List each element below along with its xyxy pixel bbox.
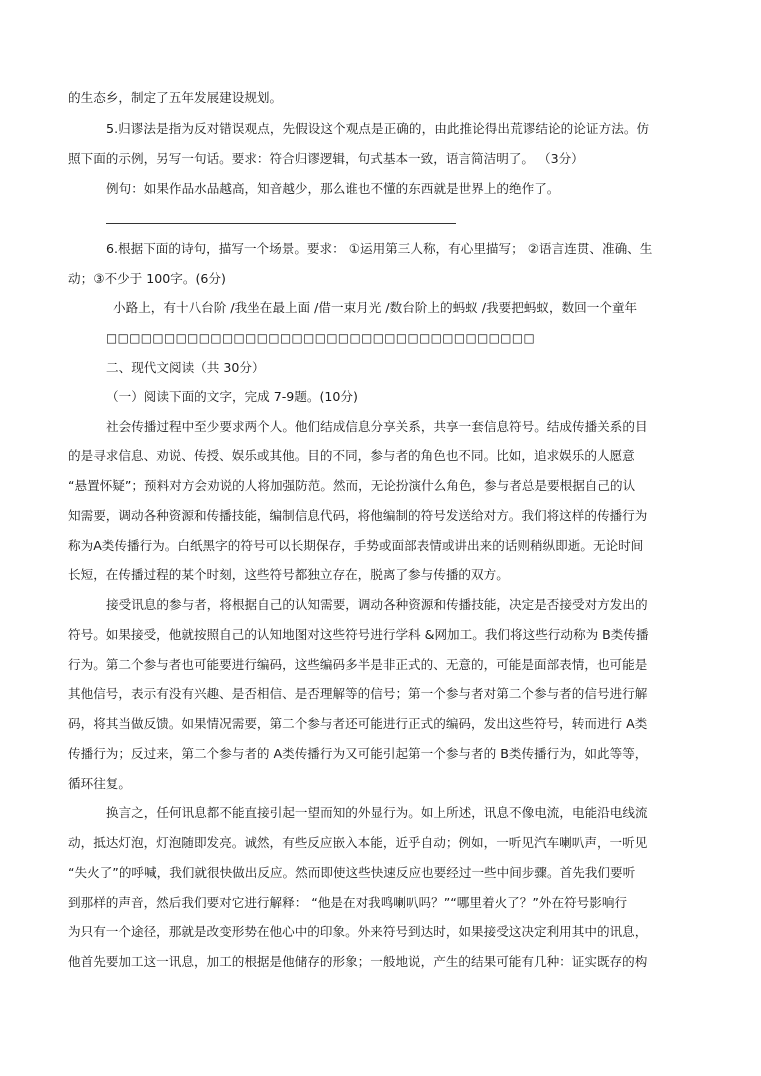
placeholder-boxes: □□□□□□□□□□□□□□□□□□□□□□□□□□□□□□□□□□□□□ [106, 331, 536, 345]
passage-line: “悬置怀疑”；预料对方会劝说的人将加强防范。然而，无论扮演什么角色，参与者总是要根据自己的认 [68, 478, 636, 493]
passage-line: 其他信号，表示有没有兴趣、是否相信、是否理解等的信号；第一个参与者对第二个参与者的信号进行解 [68, 686, 648, 701]
example-sentence: 例句：如果作品水品越高，知音越少，那么谁也不懂的东西就是世界上的绝作了。 [106, 181, 560, 196]
passage-line: 符号。如果接受，他就按照自己的认知地图对这些符号进行学科 &网加工。我们将这些行动称为 B类传播 [68, 627, 649, 642]
section-heading: 二、现代文阅读（共 30分） [106, 360, 265, 375]
text-line: 动；③不少于 100字。(6分) [68, 271, 226, 286]
passage-line: 行为。第二个参与者也可能要进行编码，这些编码多半是非正式的、无意的，可能是面部表情，也可能是 [68, 657, 648, 672]
passage-line: 的是寻求信息、劝说、传授、娱乐或其他。目的不同，参与者的角色也不同。比如，追求娱乐的人愿意 [68, 448, 635, 463]
text-line: 的生态乡，制定了五年发展建设规划。 [68, 90, 283, 105]
passage-line: 为只有一个途径，那就是改变形势在他心中的印象。外来符号到达时，如果接受这决定利用其中的讯息， [68, 924, 648, 939]
poem-line: 小路上，有十八台阶 /我坐在最上面 /借一束月光 /数台阶上的蚂蚁 /我要把蚂蚁，数回一个童年 [113, 300, 638, 315]
answer-blank-line [106, 223, 456, 224]
passage-line: 接受讯息的参与者，将根据自己的认知需要，调动各种资源和传播技能，决定是否接受对方发出的 [106, 597, 648, 612]
passage-line: 长短，在传播过程的某个时刻，这些符号都独立存在，脱离了参与传播的双方。 [68, 567, 509, 582]
passage-line: 到那样的声音，然后我们要对它进行解释： “他是在对我鸣喇叭吗？”“哪里着火了？”外在符号影响行 [68, 895, 628, 910]
passage-line: “失火了”的呼喊，我们就很快做出反应。然而即使这些快速反应也要经过一些中间步骤。首先我们要听 [68, 865, 636, 880]
question-6-line: 6.根据下面的诗句，描写一个场景。要求： ①运用第三人称，有心里描写； ②语言连贯、准确、生 [106, 241, 653, 256]
text-line: 照下面的示例，另写一句话。要求：符合归谬逻辑，句式基本一致，语言简洁明了。 （3分） [68, 151, 584, 166]
passage-line: 称为A类传播行为。白纸黑字的符号可以长期保存，手势或面部表情或讲出来的话则稍纵即逝。无论时间 [68, 538, 644, 553]
passage-line: 码，将其当做反馈。如果情况需要，第二个参与者还可能进行正式的编码，发出这些符号，转而进行 A类 [68, 716, 648, 731]
question-5-line: 5.归谬法是指为反对错误观点，先假设这个观点是正确的，由此推论得出荒谬结论的论证方法。仿 [106, 121, 650, 136]
passage-line: 循环往复。 [68, 776, 131, 791]
passage-line: 换言之，任何讯息都不能直接引起一望而知的外显行为。如上所述，讯息不像电流，电能沿电线流 [106, 805, 648, 820]
passage-line: 传播行为；反过来，第二个参与者的 A类传播行为又可能引起第一个参与者的 B类传播行为，如此等等， [68, 746, 648, 761]
passage-line: 社会传播过程中至少要求两个人。他们结成信息分享关系，共享一套信息符号。结成传播关系的目 [106, 419, 648, 434]
passage-line: 他首先要加工这一讯息，加工的根据是他储存的形象；一般地说，产生的结果可能有几种：证实既存的构 [68, 954, 648, 969]
passage-line: 知需要，调动各种资源和传播技能，编制信息代码，将他编制的符号发送给对方。我们将这样的传播行为 [68, 508, 648, 523]
subsection-heading: （一）阅读下面的文字，完成 7-9题。(10分) [106, 389, 358, 404]
passage-line: 动，抵达灯泡，灯泡随即发亮。诚然，有些反应嵌入本能，近乎自动；例如，一听见汽车喇叭声，一听见 [68, 835, 648, 850]
